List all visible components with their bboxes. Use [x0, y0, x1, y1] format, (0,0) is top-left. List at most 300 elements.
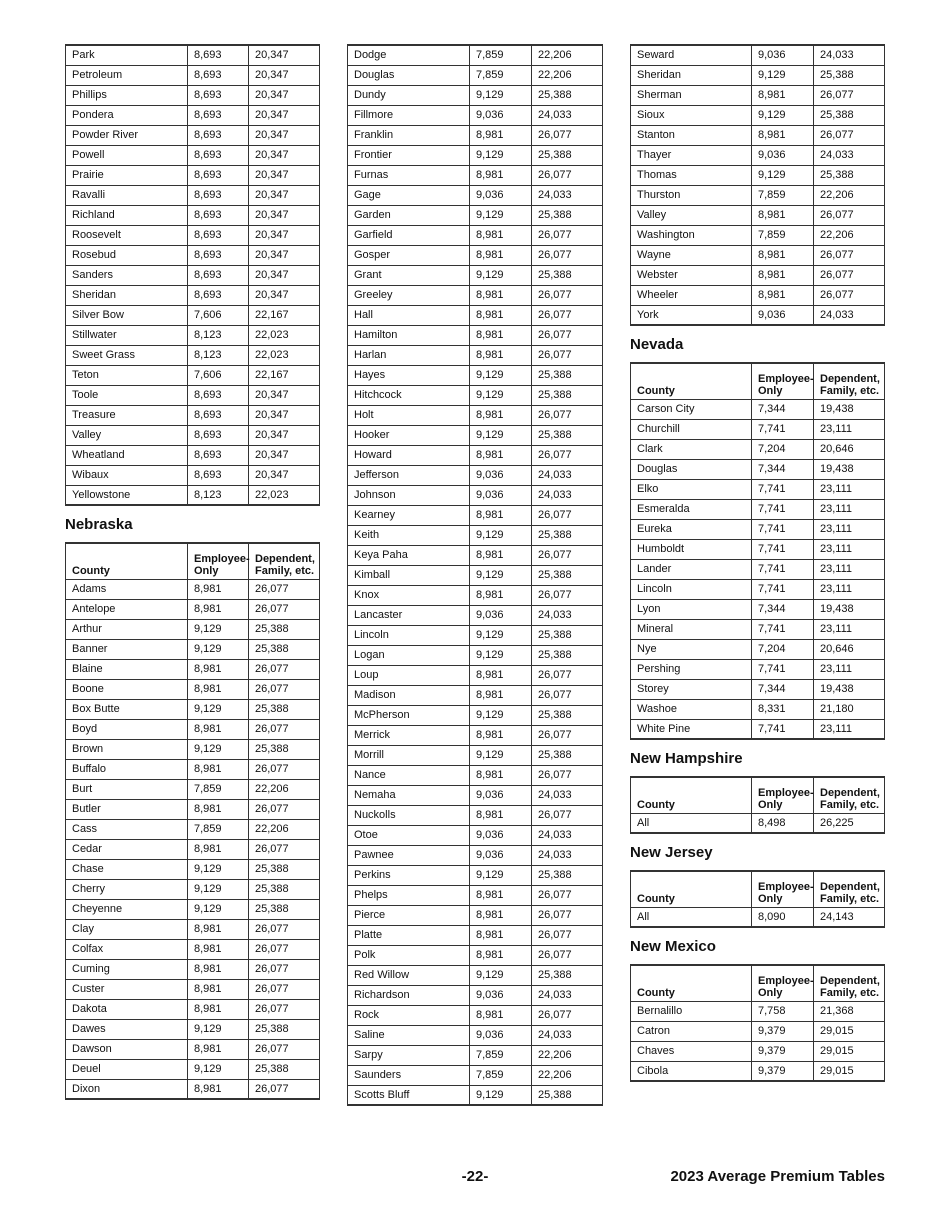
dependent-family-cell: 23,111 [814, 619, 885, 639]
county-cell: Buffalo [66, 759, 188, 779]
employee-only-cell: 8,123 [188, 345, 249, 365]
table-row [348, 585, 603, 605]
table-row [348, 1045, 603, 1065]
table-row [66, 465, 320, 485]
dependent-family-cell: 25,388 [249, 739, 320, 759]
dependent-family-cell: 24,033 [814, 145, 885, 165]
employee-only-cell: 9,129 [188, 739, 249, 759]
employee-only-cell: 9,129 [470, 525, 532, 545]
dependent-family-cell: 23,111 [814, 519, 885, 539]
table-row [348, 625, 603, 645]
dependent-family-cell: 25,388 [814, 65, 885, 85]
county-cell: Catron [631, 1021, 752, 1041]
employee-only-cell: 8,981 [470, 285, 532, 305]
county-cell: Loup [348, 665, 470, 685]
county-cell: Pondera [66, 105, 188, 125]
employee-only-cell: 7,344 [752, 679, 814, 699]
table-row [631, 479, 885, 499]
county-cell: Clay [66, 919, 188, 939]
dependent-family-cell: 24,033 [532, 785, 603, 805]
county-cell: Madison [348, 685, 470, 705]
table-row [348, 485, 603, 505]
county-cell: Lincoln [631, 579, 752, 599]
employee-only-cell: 9,129 [470, 205, 532, 225]
dependent-family-cell: 24,033 [532, 485, 603, 505]
county-cell: Perkins [348, 865, 470, 885]
dependent-family-cell: 20,646 [814, 439, 885, 459]
employee-only-cell: 8,981 [470, 925, 532, 945]
employee-only-cell: 9,129 [188, 899, 249, 919]
table-row [66, 679, 320, 699]
dependent-family-cell: 24,143 [814, 907, 885, 927]
table-row [348, 785, 603, 805]
county-cell: Thomas [631, 165, 752, 185]
table-row [348, 345, 603, 365]
dependent-family-cell: 20,347 [249, 225, 320, 245]
county-cell: Garden [348, 205, 470, 225]
employee-only-cell: 8,981 [188, 679, 249, 699]
employee-only-cell: 8,981 [470, 125, 532, 145]
header-dependent-family: Dependent, Family, etc. [814, 363, 885, 399]
dependent-family-cell: 26,077 [249, 1039, 320, 1059]
employee-only-cell: 8,693 [188, 105, 249, 125]
employee-only-cell: 8,693 [188, 65, 249, 85]
dependent-family-cell: 26,077 [249, 999, 320, 1019]
employee-only-cell: 7,741 [752, 579, 814, 599]
table-row [66, 1019, 320, 1039]
dependent-family-cell: 26,077 [532, 305, 603, 325]
county-cell: Dawes [66, 1019, 188, 1039]
employee-only-cell: 9,129 [470, 425, 532, 445]
county-cell: Douglas [631, 459, 752, 479]
county-cell: All [631, 813, 752, 833]
employee-only-cell: 9,036 [470, 1025, 532, 1045]
employee-only-cell: 8,693 [188, 165, 249, 185]
dependent-family-cell: 26,077 [249, 799, 320, 819]
table-row [348, 825, 603, 845]
dependent-family-cell: 20,347 [249, 105, 320, 125]
dependent-family-cell: 26,077 [814, 265, 885, 285]
employee-only-cell: 8,981 [188, 979, 249, 999]
county-cell: Valley [631, 205, 752, 225]
dependent-family-cell: 20,347 [249, 45, 320, 65]
dependent-family-cell: 24,033 [814, 45, 885, 65]
table-row [631, 105, 885, 125]
table-row [348, 425, 603, 445]
employee-only-cell: 8,981 [188, 919, 249, 939]
table-row [348, 185, 603, 205]
employee-only-cell: 8,981 [470, 505, 532, 525]
dependent-family-cell: 25,388 [532, 525, 603, 545]
employee-only-cell: 8,981 [188, 659, 249, 679]
county-cell: Hall [348, 305, 470, 325]
state-heading-new-mexico: New Mexico [630, 938, 716, 955]
employee-only-cell: 9,129 [470, 265, 532, 285]
montana-table [65, 44, 320, 506]
dependent-family-cell: 25,388 [249, 619, 320, 639]
table-row [66, 145, 320, 165]
table-row [631, 205, 885, 225]
dependent-family-cell: 26,077 [532, 585, 603, 605]
employee-only-cell: 8,981 [188, 959, 249, 979]
table-row [66, 819, 320, 839]
employee-only-cell: 8,981 [188, 799, 249, 819]
table-row [66, 165, 320, 185]
employee-only-cell: 9,379 [752, 1061, 814, 1081]
county-cell: Boyd [66, 719, 188, 739]
employee-only-cell: 8,981 [470, 1005, 532, 1025]
dependent-family-cell: 26,077 [249, 979, 320, 999]
table-row [66, 245, 320, 265]
dependent-family-cell: 26,077 [532, 325, 603, 345]
county-cell: Pershing [631, 659, 752, 679]
dependent-family-cell: 26,077 [532, 285, 603, 305]
table-row [631, 459, 885, 479]
employee-only-cell: 8,981 [470, 225, 532, 245]
county-cell: Nemaha [348, 785, 470, 805]
table-row [66, 659, 320, 679]
dependent-family-cell: 25,388 [249, 1059, 320, 1079]
employee-only-cell: 7,204 [752, 439, 814, 459]
dependent-family-cell: 26,077 [532, 725, 603, 745]
county-cell: Cheyenne [66, 899, 188, 919]
dependent-family-cell: 23,111 [814, 719, 885, 739]
employee-only-cell: 7,741 [752, 659, 814, 679]
dependent-family-cell: 26,077 [249, 759, 320, 779]
county-cell: Washoe [631, 699, 752, 719]
county-cell: Garfield [348, 225, 470, 245]
table-row [66, 939, 320, 959]
county-cell: Frontier [348, 145, 470, 165]
header-employee-only: Employee- Only [752, 777, 814, 813]
county-cell: Burt [66, 779, 188, 799]
county-cell: Esmeralda [631, 499, 752, 519]
employee-only-cell: 7,859 [752, 185, 814, 205]
county-cell: Greeley [348, 285, 470, 305]
county-cell: Grant [348, 265, 470, 285]
county-cell: Prairie [66, 165, 188, 185]
county-cell: Cuming [66, 959, 188, 979]
dependent-family-cell: 26,077 [532, 905, 603, 925]
dependent-family-cell: 20,347 [249, 125, 320, 145]
county-cell: Yellowstone [66, 485, 188, 505]
employee-only-cell: 8,123 [188, 485, 249, 505]
table-row [631, 399, 885, 419]
county-cell: Merrick [348, 725, 470, 745]
table-row [348, 1085, 603, 1105]
employee-only-cell: 8,090 [752, 907, 814, 927]
table-row [66, 1079, 320, 1099]
table-row [348, 765, 603, 785]
table-row [66, 699, 320, 719]
county-cell: Hooker [348, 425, 470, 445]
dependent-family-cell: 25,388 [532, 625, 603, 645]
employee-only-cell: 8,981 [752, 85, 814, 105]
employee-only-cell: 8,981 [470, 345, 532, 365]
table-row [348, 225, 603, 245]
dependent-family-cell: 25,388 [532, 645, 603, 665]
county-cell: Stanton [631, 125, 752, 145]
county-cell: Butler [66, 799, 188, 819]
table-row [631, 85, 885, 105]
county-cell: Teton [66, 365, 188, 385]
dependent-family-cell: 24,033 [532, 845, 603, 865]
employee-only-cell: 9,129 [470, 965, 532, 985]
county-cell: Phelps [348, 885, 470, 905]
county-cell: Deuel [66, 1059, 188, 1079]
table-row [66, 125, 320, 145]
new-jersey-table [630, 870, 885, 928]
dependent-family-cell: 22,206 [532, 1065, 603, 1085]
county-cell: Ravalli [66, 185, 188, 205]
dependent-family-cell: 20,347 [249, 385, 320, 405]
table-row [348, 1005, 603, 1025]
dependent-family-cell: 22,023 [249, 485, 320, 505]
dependent-family-cell: 25,388 [532, 1085, 603, 1105]
dependent-family-cell: 19,438 [814, 599, 885, 619]
table-row [631, 285, 885, 305]
employee-only-cell: 9,129 [470, 365, 532, 385]
employee-only-cell: 7,606 [188, 305, 249, 325]
dependent-family-cell: 24,033 [532, 825, 603, 845]
county-cell: Wheatland [66, 445, 188, 465]
dependent-family-cell: 19,438 [814, 459, 885, 479]
county-cell: Chaves [631, 1041, 752, 1061]
dependent-family-cell: 25,388 [532, 385, 603, 405]
dependent-family-cell: 25,388 [532, 865, 603, 885]
employee-only-cell: 9,036 [470, 485, 532, 505]
county-cell: Carson City [631, 399, 752, 419]
table-row [66, 485, 320, 505]
dependent-family-cell: 26,077 [532, 545, 603, 565]
employee-only-cell: 8,693 [188, 45, 249, 65]
county-cell: Sherman [631, 85, 752, 105]
header-dependent-family: Dependent, Family, etc. [249, 543, 320, 579]
dependent-family-cell: 24,033 [532, 105, 603, 125]
table-row [631, 699, 885, 719]
employee-only-cell: 8,981 [470, 685, 532, 705]
employee-only-cell: 7,344 [752, 399, 814, 419]
employee-only-cell: 8,981 [188, 939, 249, 959]
dependent-family-cell: 24,033 [532, 605, 603, 625]
dependent-family-cell: 29,015 [814, 1021, 885, 1041]
table-row [348, 925, 603, 945]
county-cell: Webster [631, 265, 752, 285]
county-cell: McPherson [348, 705, 470, 725]
table-row [348, 285, 603, 305]
county-cell: Keith [348, 525, 470, 545]
employee-only-cell: 8,981 [188, 719, 249, 739]
employee-only-cell: 8,981 [470, 805, 532, 825]
employee-only-cell: 7,741 [752, 499, 814, 519]
employee-only-cell: 8,981 [752, 205, 814, 225]
county-cell: Powell [66, 145, 188, 165]
employee-only-cell: 7,344 [752, 599, 814, 619]
employee-only-cell: 8,981 [188, 1039, 249, 1059]
table-row [631, 185, 885, 205]
table-row [66, 799, 320, 819]
table-row [631, 579, 885, 599]
county-cell: Lander [631, 559, 752, 579]
table-row [631, 499, 885, 519]
table-row [631, 1001, 885, 1021]
table-row [66, 425, 320, 445]
employee-only-cell: 7,859 [752, 225, 814, 245]
dependent-family-cell: 26,077 [814, 285, 885, 305]
county-cell: Kearney [348, 505, 470, 525]
county-cell: Knox [348, 585, 470, 605]
table-row [348, 665, 603, 685]
table-row [66, 265, 320, 285]
employee-only-cell: 8,981 [470, 245, 532, 265]
employee-only-cell: 9,129 [752, 65, 814, 85]
county-cell: Gage [348, 185, 470, 205]
employee-only-cell: 9,036 [470, 785, 532, 805]
dependent-family-cell: 26,077 [249, 839, 320, 859]
table-row [348, 45, 603, 65]
table-row [348, 85, 603, 105]
county-cell: Cedar [66, 839, 188, 859]
employee-only-cell: 8,693 [188, 225, 249, 245]
table-row [631, 719, 885, 739]
table-row [66, 779, 320, 799]
county-cell: Gosper [348, 245, 470, 265]
table-row [631, 539, 885, 559]
county-cell: All [631, 907, 752, 927]
dependent-family-cell: 24,033 [532, 465, 603, 485]
table-row [348, 685, 603, 705]
county-cell: Dodge [348, 45, 470, 65]
table-row [631, 813, 885, 833]
employee-only-cell: 9,036 [752, 45, 814, 65]
table-header-row [631, 777, 885, 813]
county-cell: Sioux [631, 105, 752, 125]
dependent-family-cell: 25,388 [249, 879, 320, 899]
employee-only-cell: 9,129 [188, 859, 249, 879]
county-cell: Brown [66, 739, 188, 759]
header-employee-only: Employee- Only [752, 871, 814, 907]
dependent-family-cell: 26,077 [532, 885, 603, 905]
county-cell: Richland [66, 205, 188, 225]
employee-only-cell: 8,981 [188, 599, 249, 619]
table-row [348, 325, 603, 345]
dependent-family-cell: 20,347 [249, 205, 320, 225]
dependent-family-cell: 21,368 [814, 1001, 885, 1021]
employee-only-cell: 8,693 [188, 145, 249, 165]
county-cell: Chase [66, 859, 188, 879]
header-county: County [631, 777, 752, 813]
employee-only-cell: 8,693 [188, 205, 249, 225]
employee-only-cell: 8,693 [188, 125, 249, 145]
employee-only-cell: 9,036 [470, 605, 532, 625]
dependent-family-cell: 22,206 [532, 1045, 603, 1065]
employee-only-cell: 8,981 [752, 285, 814, 305]
table-row [66, 105, 320, 125]
county-cell: Franklin [348, 125, 470, 145]
employee-only-cell: 9,129 [470, 565, 532, 585]
employee-only-cell: 9,129 [470, 865, 532, 885]
employee-only-cell: 8,981 [470, 885, 532, 905]
county-cell: Otoe [348, 825, 470, 845]
employee-only-cell: 9,129 [188, 1019, 249, 1039]
table-row [631, 599, 885, 619]
employee-only-cell: 9,129 [188, 699, 249, 719]
table-row [348, 525, 603, 545]
employee-only-cell: 9,129 [470, 85, 532, 105]
employee-only-cell: 9,129 [188, 1059, 249, 1079]
employee-only-cell: 9,036 [752, 145, 814, 165]
dependent-family-cell: 19,438 [814, 679, 885, 699]
table-row [66, 305, 320, 325]
table-row [631, 1021, 885, 1041]
employee-only-cell: 8,981 [470, 305, 532, 325]
dependent-family-cell: 26,077 [249, 599, 320, 619]
county-cell: Sanders [66, 265, 188, 285]
dependent-family-cell: 20,347 [249, 145, 320, 165]
table-row [348, 1025, 603, 1045]
table-row [631, 619, 885, 639]
county-cell: Morrill [348, 745, 470, 765]
new-mexico-table [630, 964, 885, 1082]
dependent-family-cell: 26,077 [532, 685, 603, 705]
county-cell: Colfax [66, 939, 188, 959]
employee-only-cell: 8,981 [752, 125, 814, 145]
employee-only-cell: 8,981 [470, 945, 532, 965]
table-row [348, 265, 603, 285]
employee-only-cell: 9,129 [188, 619, 249, 639]
column-middle [347, 44, 603, 1106]
dependent-family-cell: 23,111 [814, 659, 885, 679]
employee-only-cell: 9,036 [470, 465, 532, 485]
dependent-family-cell: 26,077 [532, 1005, 603, 1025]
dependent-family-cell: 26,077 [532, 345, 603, 365]
dependent-family-cell: 23,111 [814, 499, 885, 519]
dependent-family-cell: 26,077 [249, 919, 320, 939]
employee-only-cell: 8,693 [188, 445, 249, 465]
county-cell: Petroleum [66, 65, 188, 85]
dependent-family-cell: 22,206 [249, 779, 320, 799]
table-row [631, 519, 885, 539]
table-row [631, 439, 885, 459]
employee-only-cell: 7,758 [752, 1001, 814, 1021]
county-cell: Dixon [66, 1079, 188, 1099]
dependent-family-cell: 22,167 [249, 305, 320, 325]
nevada-table [630, 362, 885, 740]
dependent-family-cell: 25,388 [532, 425, 603, 445]
dependent-family-cell: 20,347 [249, 185, 320, 205]
table-row [348, 505, 603, 525]
county-cell: Stillwater [66, 325, 188, 345]
header-dependent-family: Dependent, Family, etc. [814, 777, 885, 813]
dependent-family-cell: 20,347 [249, 245, 320, 265]
table-row [66, 405, 320, 425]
county-cell: Wayne [631, 245, 752, 265]
employee-only-cell: 8,123 [188, 325, 249, 345]
table-row [66, 45, 320, 65]
nebraska-table-part-2 [347, 44, 603, 1106]
table-row [348, 645, 603, 665]
dependent-family-cell: 25,388 [249, 1019, 320, 1039]
table-row [66, 979, 320, 999]
employee-only-cell: 8,693 [188, 185, 249, 205]
header-county: County [631, 363, 752, 399]
employee-only-cell: 8,981 [470, 765, 532, 785]
table-row [631, 45, 885, 65]
county-cell: Elko [631, 479, 752, 499]
employee-only-cell: 7,741 [752, 519, 814, 539]
dependent-family-cell: 26,077 [249, 579, 320, 599]
state-heading-new-hampshire: New Hampshire [630, 750, 743, 767]
